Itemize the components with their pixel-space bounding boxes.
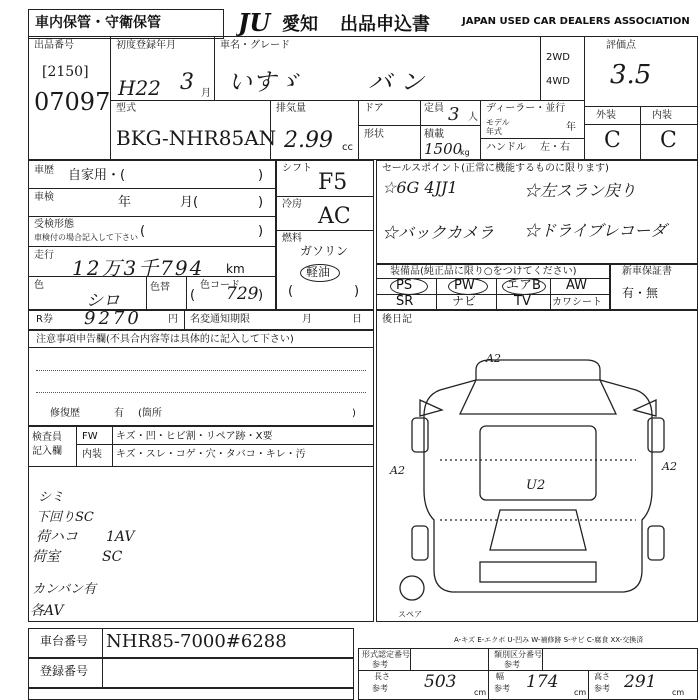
interior-score: C (660, 128, 677, 153)
doors-label: ドア (364, 103, 384, 114)
ps-circle (390, 278, 428, 295)
interior-items: キズ・スレ・コゲ・穴・タバコ・キレ・汚 (116, 449, 306, 460)
mileage-value: 12万3千794 (72, 256, 205, 280)
note-5: カンバン有 (32, 582, 97, 597)
cert-label: 形式認定番号 (362, 650, 410, 659)
color-label: 色 (34, 280, 44, 291)
equip-navi: ナビ (452, 294, 477, 308)
vehicle-maker: いすゞ (228, 68, 300, 96)
score-value: 3.5 (610, 60, 652, 90)
capacity-label: 定員 (424, 103, 444, 114)
mileage-label: 走行 (34, 250, 54, 261)
capacity-value: 3 (448, 104, 460, 125)
form-title: 出品申込書 (340, 14, 430, 35)
equip-tv: TV (514, 294, 531, 309)
chassis-value: NHR85-7000#6288 (106, 631, 287, 652)
inspector-entry-label: 記入欄 (32, 446, 62, 457)
fuel-label: 燃料 (282, 233, 302, 244)
note-1: シミ (38, 490, 65, 505)
association-name: JAPAN USED CAR DEALERS ASSOCIATION (462, 16, 690, 27)
equip-pw: PW (454, 278, 475, 293)
sales-points-block (376, 160, 698, 264)
inspection-label: 車検 (34, 192, 54, 203)
handle-options: 左・右 (540, 142, 570, 153)
displacement-value: 2.99 (284, 128, 333, 153)
history-value: 自家用・( (68, 168, 126, 183)
drive-2wd: 2WD (546, 52, 570, 63)
interior-label: 内装 (652, 110, 672, 121)
width-label: 幅 (496, 672, 504, 681)
exterior-items: キズ・凹・ヒビ割・リペア跡・X要 (116, 431, 273, 442)
recycle-value: 9270 (84, 308, 142, 329)
model-label: 型式 (116, 103, 136, 114)
width-value: 174 (526, 672, 559, 692)
aircon-label: 冷房 (282, 199, 302, 210)
history-label: 車歴 (34, 165, 54, 176)
equipment-label: 装備品(純正品に限り○をつけてください) (390, 266, 577, 277)
exterior-score: C (604, 128, 621, 153)
warranty-options: 有・無 (622, 286, 659, 300)
model-value: BKG-NHR85AN (116, 126, 277, 150)
dealer-label: ディーラー・並行 (486, 103, 566, 114)
sales-point-2: ☆左スラン戻り (524, 181, 637, 200)
mark-front: A2 (486, 352, 501, 365)
exterior-label: 外装 (596, 110, 616, 121)
mark-right: A2 (662, 460, 677, 473)
equip-airbag: エアB (506, 278, 541, 293)
chassis-label: 車台番号 (40, 634, 89, 648)
interior-tag: 内装 (82, 449, 102, 460)
pw-circle (448, 278, 488, 295)
height-value: 291 (624, 672, 657, 692)
displacement-label: 排気量 (276, 103, 306, 114)
load-label: 積載 (424, 129, 444, 140)
damage-legend: A-キズ E-エクボ U-凹み W-補修跡 S-サビ C-腐食 XX-交換済 (454, 636, 644, 644)
color-change-label: 色替 (150, 282, 170, 293)
name-change-label: 名変通知期限 (190, 314, 250, 325)
lot-bracket: [2150] (42, 64, 89, 80)
registration-month: 3 (180, 70, 194, 95)
reg-number-label: 登録番号 (40, 664, 89, 678)
repair-value: 有 (114, 408, 124, 419)
height-label: 高さ (594, 672, 610, 681)
shift-label: シフト (282, 163, 312, 174)
sales-points-label: セールスポイント(正常に機能するものに限ります) (382, 163, 609, 174)
color-code-label: 色コード (200, 280, 240, 291)
vehicle-name-label: 車名・グレード (220, 40, 290, 51)
sales-point-4: ☆ドライブレコーダ (524, 221, 667, 240)
score-label: 評価点 (606, 40, 636, 51)
drive-4wd: 4WD (546, 76, 570, 87)
warranty-label: 新車保証書 (622, 266, 672, 277)
registration-label: 初度登録年月 (116, 40, 176, 51)
reception-label: 受検形態 (34, 219, 74, 230)
shape-label: 形状 (364, 129, 384, 140)
vehicle-grade: バン (368, 68, 432, 96)
color-value: シロ (86, 291, 120, 311)
aircon-value: AC (318, 204, 351, 229)
ju-logo (236, 8, 282, 36)
note-6: 各AV (30, 603, 64, 619)
recycle-label: R券 (36, 314, 53, 325)
handle-label: ハンドル (486, 142, 526, 153)
sales-point-1: ☆6G 4JJ1 (382, 178, 458, 197)
storage-tag: 車内保管・守衛保管 (28, 9, 224, 39)
airbag-circle (502, 278, 546, 295)
length-label: 長さ (374, 672, 390, 681)
note-2: 下回りSC (36, 510, 94, 525)
registration-year: H22 (118, 76, 161, 100)
shift-value: F5 (318, 170, 348, 195)
sales-point-3: ☆バックカメラ (382, 223, 495, 242)
equip-ps: PS (396, 278, 413, 293)
diesel-circle (300, 264, 340, 282)
fuel-petrol: ガソリン (300, 244, 349, 258)
exterior-tag: FW (82, 431, 98, 442)
diagram-label: 後日記 (382, 314, 412, 325)
lot-number: 07097 (34, 88, 111, 116)
mark-roof: U2 (526, 478, 546, 493)
reception-note: 車検付の場合記入して下さい (34, 233, 138, 242)
note-3: 荷ハコ 1AV (36, 529, 135, 545)
repair-label: 修復歴 (50, 408, 80, 419)
category-label: 類別区分番号 (494, 650, 542, 659)
spare-label: スペア (398, 610, 422, 619)
lot-label: 出品番号 (34, 40, 74, 51)
mark-left: A2 (390, 464, 405, 477)
svg-text:JU: JU (238, 8, 271, 36)
region-label: 愛知 (282, 14, 318, 35)
note-4: 荷室 SC (32, 549, 123, 565)
model-year-label: モデル 年式 (486, 118, 510, 136)
load-value: 1500 (424, 140, 463, 158)
remarks-label: 注意事項申告欄(不具合内容等は具体的に記入して下さい) (36, 334, 294, 345)
inspector-label: 検査員 (32, 432, 62, 443)
equip-aw: AW (566, 278, 588, 293)
equip-sr: SR (396, 294, 414, 309)
fuel-diesel: 軽油 (306, 265, 331, 279)
length-value: 503 (424, 672, 457, 692)
color-code-value: 729 (226, 284, 259, 304)
equip-kawaseat: カワシート (552, 297, 602, 308)
